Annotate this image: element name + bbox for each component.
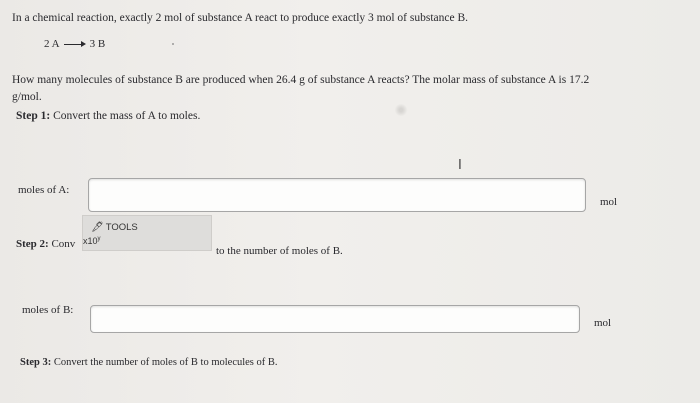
equation-reactant: 2 A (44, 38, 60, 50)
scientific-notation-button[interactable] (83, 236, 101, 246)
step3-instruction (20, 357, 278, 368)
magic-wand-icon: 🖋 (91, 222, 104, 233)
step2-text-end: to the number of moles of B. (216, 245, 343, 257)
sci-notation-label: x10 (83, 236, 98, 246)
screen-glare (394, 104, 408, 116)
moles-b-label: moles of B: (22, 304, 74, 316)
step3-label: Step 3: (20, 357, 52, 368)
tools-button[interactable] (91, 222, 138, 233)
intro-text: In a chemical reaction, exactly 2 mol of substance A react to produce exactly 3 mol of substance B. (12, 12, 469, 24)
tools-panel (82, 215, 212, 251)
step2-instruction (16, 238, 75, 250)
step3-text: Convert the number of moles of B to molecules of B. (53, 357, 278, 368)
reaction-equation (44, 38, 105, 50)
step2-text-start: Conv (51, 238, 76, 250)
reaction-arrow-icon (64, 39, 86, 49)
moles-b-unit: mol (594, 317, 612, 329)
sci-notation-exponent: y (97, 236, 101, 242)
equation-product: 3 B (89, 38, 106, 50)
step2-label: Step 2: (16, 238, 49, 250)
moles-a-unit: mol (600, 196, 618, 208)
text-cursor-icon: I (458, 158, 462, 173)
moles-a-input[interactable] (88, 178, 586, 212)
moles-b-input[interactable] (90, 305, 580, 333)
question-text: How many molecules of substance B are produced when 26.4 g of substance A reacts? The molar mass of substance A is 17.2 g/mol. (12, 74, 590, 103)
step1-instruction (16, 110, 200, 122)
step1-text: Convert the mass of A to moles. (53, 110, 201, 122)
stray-mark (172, 43, 174, 45)
tools-label: TOOLS (105, 222, 138, 233)
step1-label: Step 1: (16, 110, 51, 122)
moles-a-label: moles of A: (18, 184, 70, 196)
